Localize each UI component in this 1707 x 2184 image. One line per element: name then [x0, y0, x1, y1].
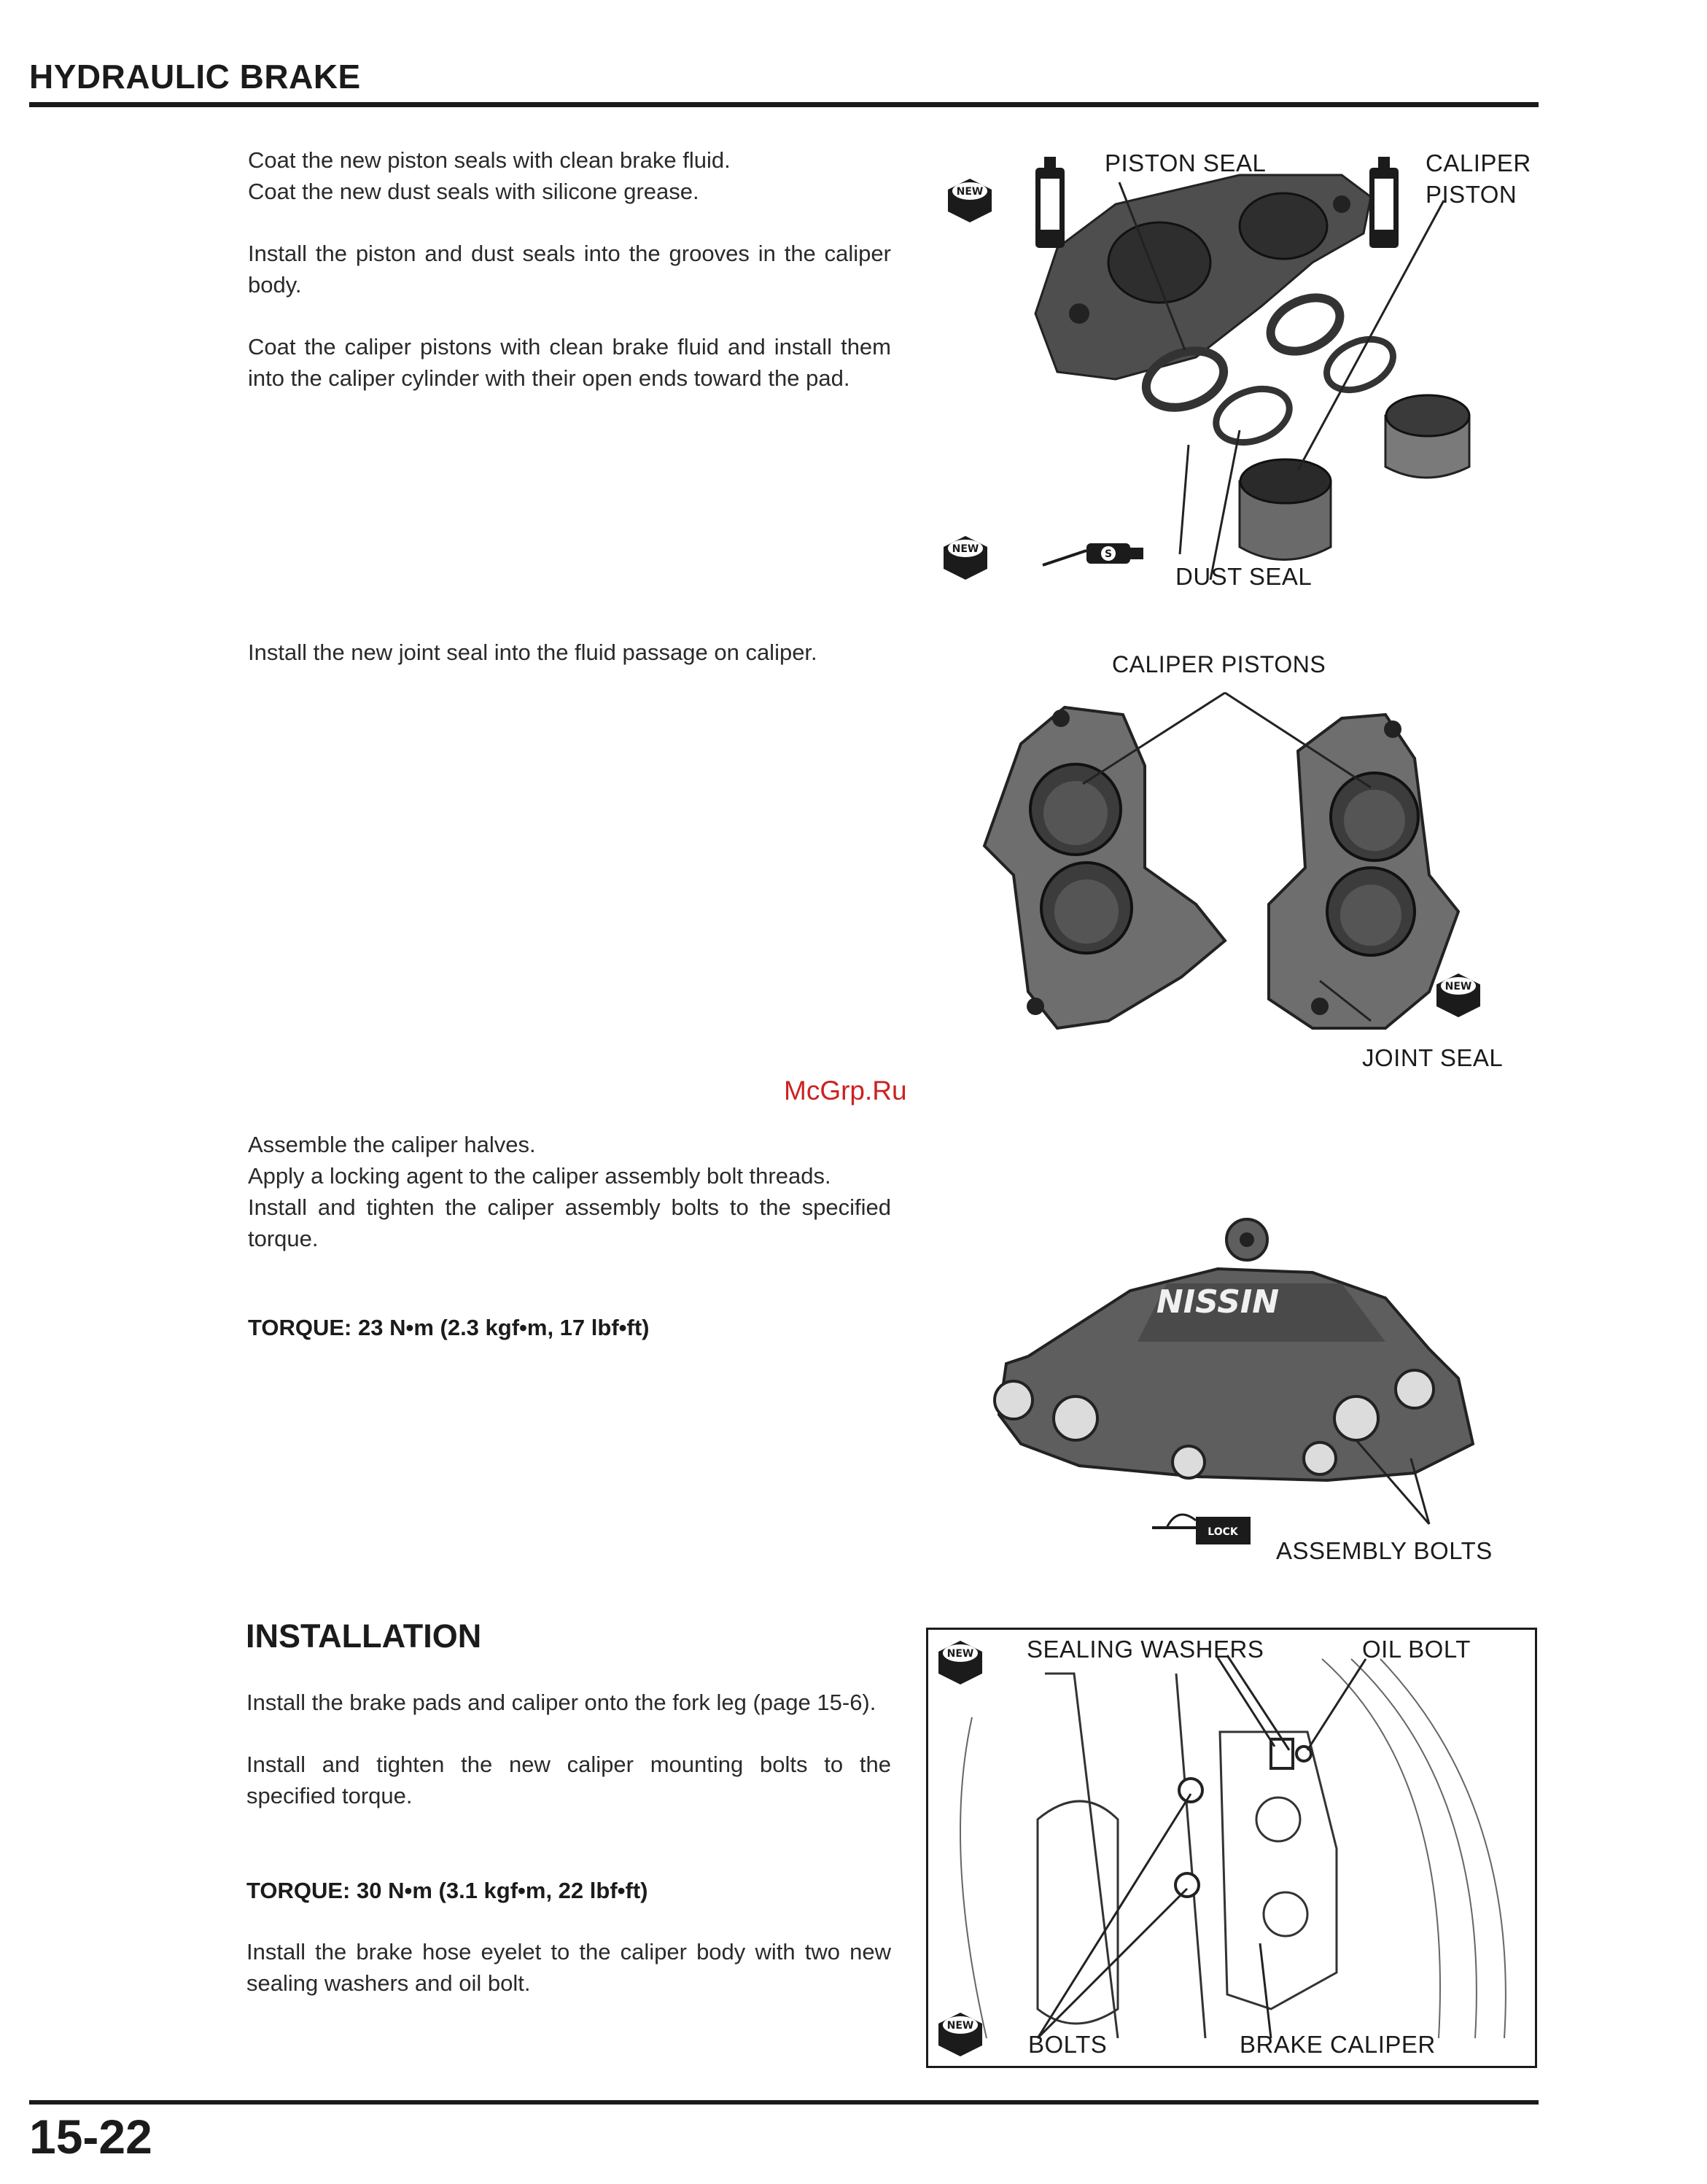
brake-disc-lines — [960, 1659, 1506, 2038]
section1-line-1: Coat the new piston seals with clean brake fluid. — [248, 147, 731, 173]
label-sealing-washers: SEALING WASHERS — [1027, 1636, 1264, 1663]
new-icon-text-3: NEW — [1444, 981, 1472, 992]
installation-figure-frame — [926, 1628, 1537, 2068]
caliper-brand-text: NISSIN — [1156, 1283, 1280, 1321]
new-icon-text-5: NEW — [946, 2020, 974, 2032]
label-brake-caliper: BRAKE CALIPER — [1240, 2031, 1436, 2058]
label-bolts: BOLTS — [1028, 2031, 1108, 2058]
section1-para-2: Install the piston and dust seals into the grooves in the caliper body. — [248, 241, 891, 298]
watermark: McGrp.Ru — [784, 1076, 907, 1105]
installation-para-1: Install the brake pads and caliper onto the fork leg (page 15-6). — [246, 1690, 876, 1715]
caliper-half-right — [1269, 715, 1458, 1028]
page-header-title: HYDRAULIC BRAKE — [29, 58, 361, 96]
label-assembly-bolts: ASSEMBLY BOLTS — [1276, 1537, 1493, 1564]
section1-para-3: Coat the caliper pistons with clean brake fluid and install them into the caliper cylinder with their open ends toward the pad. — [248, 334, 891, 391]
section3-text — [248, 1129, 891, 1254]
label-caliper-piston-line2: PISTON — [1426, 181, 1517, 208]
section3-line-1: Assemble the caliper halves. — [248, 1132, 536, 1157]
new-part-icon-washers — [938, 1641, 982, 1684]
section2-text: Install the new joint seal into the fluid passage on caliper. — [248, 640, 817, 665]
new-part-icon — [948, 179, 992, 222]
page-number: 15-22 — [29, 2110, 152, 2164]
header-rule — [29, 102, 1539, 107]
assembled-caliper-figure — [977, 1210, 1502, 1561]
grease-icon-text: S — [1104, 548, 1113, 560]
brake-caliper-outline — [1220, 1732, 1337, 2009]
label-caliper-pistons: CALIPER PISTONS — [1112, 651, 1326, 677]
torque-spec-mounting: TORQUE: 30 N•m (3.1 kgf•m, 22 lbf•ft) — [246, 1878, 648, 1903]
section3-line-3: Install and tighten the caliper assembly bolts to the specified torque. — [248, 1194, 891, 1251]
oil-bolt-fitting — [1271, 1739, 1311, 1768]
installation-figure — [928, 1630, 1537, 2068]
new-icon-text: NEW — [956, 186, 984, 198]
new-part-icon-joint-seal — [1436, 974, 1480, 1017]
new-part-icon-bolts — [938, 2013, 982, 2056]
silicone-grease-icon — [1043, 543, 1143, 565]
torque-spec-assembly: TORQUE: 23 N•m (2.3 kgf•m, 17 lbf•ft) — [248, 1315, 650, 1340]
new-icon-text-2: NEW — [952, 543, 979, 555]
new-icon-text-4: NEW — [946, 1648, 974, 1660]
footer-rule — [29, 2100, 1539, 2105]
installation-text — [246, 1687, 891, 1811]
label-piston-seal: PISTON SEAL — [1105, 149, 1267, 176]
caliper-halves-figure — [977, 685, 1517, 1065]
installation-para-2: Install and tighten the new caliper mounting bolts to the specified torque. — [246, 1752, 891, 1808]
installation-para-3: Install the brake hose eyelet to the caliper body with two new sealing washers and oil bolt. — [246, 1939, 891, 1996]
fork-leg-outline — [1038, 1674, 1205, 2038]
brake-fluid-icon-right — [1369, 157, 1399, 248]
locking-agent-icon — [1152, 1515, 1251, 1544]
section3-line-2: Apply a locking agent to the caliper assembly bolt threads. — [248, 1163, 831, 1189]
caliper-piston-cylinders — [1240, 395, 1469, 560]
assembled-caliper-body — [999, 1219, 1473, 1480]
caliper-half-left — [984, 707, 1225, 1028]
label-oil-bolt: OIL BOLT — [1362, 1636, 1471, 1663]
new-part-icon-bottom — [944, 536, 987, 580]
section1-line-2: Coat the new dust seals with silicone grease. — [248, 179, 699, 204]
label-caliper-piston-line1: CALIPER — [1426, 149, 1531, 176]
label-joint-seal: JOINT SEAL — [1362, 1044, 1504, 1071]
lock-icon-text: LOCK — [1208, 1526, 1238, 1538]
label-dust-seal: DUST SEAL — [1175, 563, 1313, 590]
section1-text — [248, 144, 891, 394]
installation-title: INSTALLATION — [246, 1617, 482, 1655]
seal-piston-figure — [933, 139, 1560, 613]
brake-fluid-icon — [1035, 157, 1065, 248]
